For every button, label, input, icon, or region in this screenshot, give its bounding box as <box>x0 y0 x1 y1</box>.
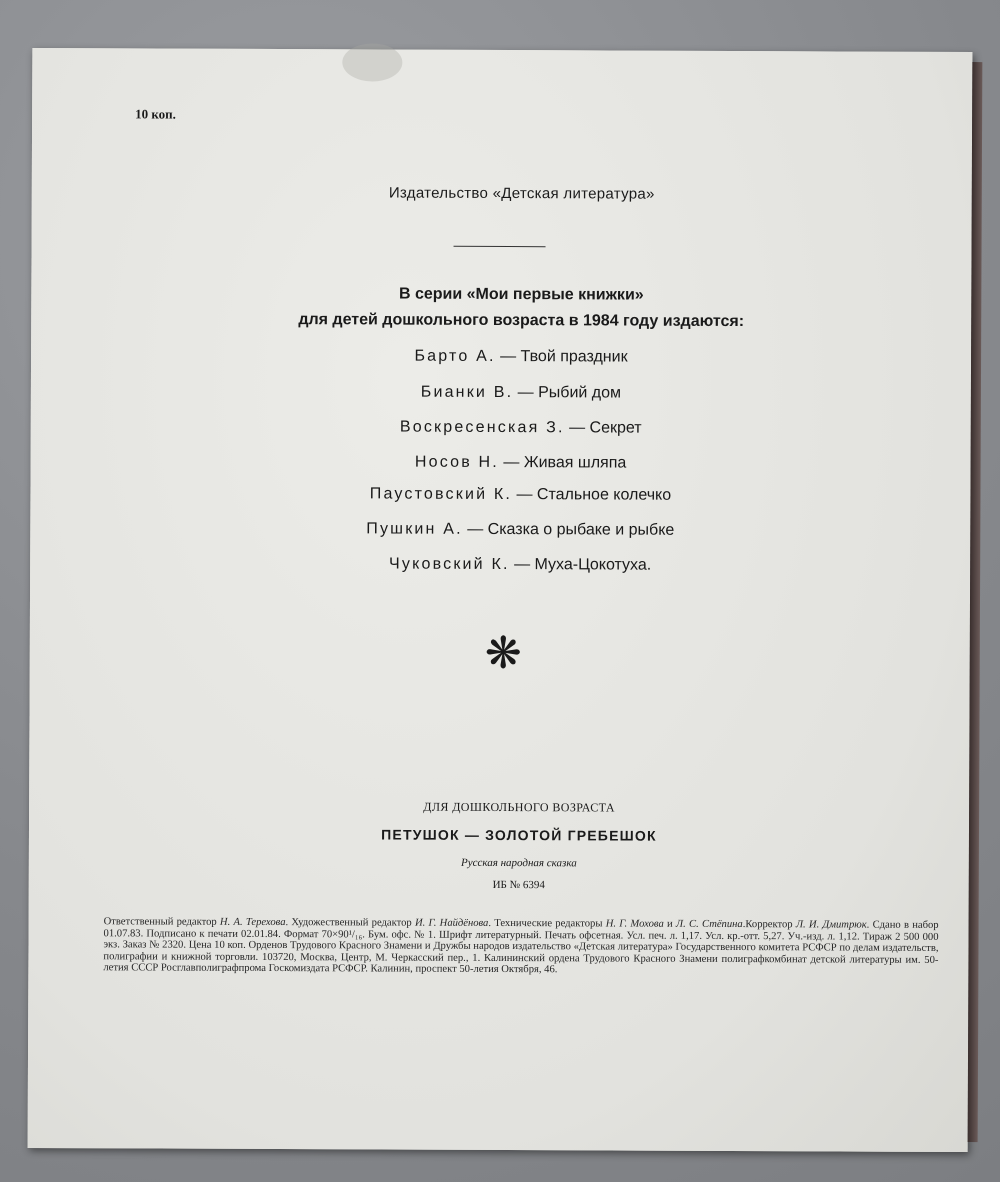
book-title: — Твой праздник <box>500 347 628 366</box>
book-list-item <box>31 452 971 474</box>
book-list-item <box>30 484 970 506</box>
price-label: 10 коп. <box>135 106 176 122</box>
tech-editor-name: Н. Г. Мохова <box>605 918 664 930</box>
series-announcement <box>31 280 971 336</box>
editor-name: Н. А. Терехова <box>219 916 286 929</box>
book-author: Носов Н. <box>414 453 499 471</box>
book-title: — Рыбий дом <box>517 384 622 402</box>
book-author: Пушкин А. <box>366 520 463 538</box>
book-author: Чуковский К. <box>389 555 510 574</box>
ib-number: ИБ № 6394 <box>492 878 545 892</box>
book-subtitle: Русская народная сказка <box>460 856 577 870</box>
credits-text: . Художественный редактор <box>285 917 416 929</box>
series-line-2: для детей дошкольного возраста в 1984 году издаются: <box>298 311 745 331</box>
credits-text: . Сдано в набор 01.07.83. Подписано к печати 02.01.84. Формат 70×90¹/₁₆. Бум. офс. № 1. Шрифт литературный. Печать офсетная. Усл. печ. л. 1,17. Усл. кр.-отт. 5,27. Уч.-изд. л. 1,12. Тираж 2 500 000 экз. Заказ № 2320. Цена 10 коп. Орденов Трудового Красного Знамени и Дружбы народов издательство «Детская литература» Государственного комитета РСФСР по делам издательств, полиграфии и книжной торговли. 103720, Москва, Центр, М. Черкасский пер., 1. Калининский ордена Трудового Красного Знамени полиграфкомбинат детской литературы им. 50-летия СССР Росглавполиграфпрома Госкомиздата РСФСР. Калинин, проспект 50-летия Октября, 46. <box>103 919 939 976</box>
book-list <box>31 346 971 574</box>
series-line-1: В серии «Мои первые книжки» <box>398 285 644 304</box>
art-editor-name: И. Г. Найдёнова <box>414 917 489 929</box>
book-list-item <box>31 382 971 404</box>
imprint-block <box>29 798 969 893</box>
book-author: Паустовский К. <box>369 485 513 504</box>
book-list-item <box>30 519 970 541</box>
book-list-item <box>31 417 971 439</box>
age-group-label: ДЛЯ ДОШКОЛЬНОГО ВОЗРАСТА <box>423 799 615 815</box>
book-title: — Стальное колечко <box>516 486 672 504</box>
book-title: — Муха-Цокотуха. <box>514 556 652 574</box>
book-list-item <box>30 554 970 576</box>
publisher-name: Издательство «Детская литература» <box>388 184 655 203</box>
credits-text: . Технические редакторы <box>488 917 606 930</box>
paper-stain <box>342 43 402 81</box>
publication-credits <box>103 916 938 978</box>
book-list-item <box>31 346 971 368</box>
divider-rule <box>454 246 546 247</box>
book-title: — Сказка о рыбаке и рыбке <box>467 520 675 539</box>
cover-edge <box>968 62 983 1142</box>
proofreader-name: Л. И. Дмитрюк <box>795 919 867 931</box>
book-back-cover <box>28 48 973 1152</box>
credits-text: .Корректор <box>742 919 796 931</box>
book-title: — Живая шляпа <box>503 454 627 472</box>
book-author: Бианки В. <box>420 383 514 402</box>
credits-text: и <box>663 918 676 930</box>
book-author: Воскресенская З. <box>399 418 565 437</box>
credits-text: Ответственный редактор <box>103 916 220 928</box>
book-title-heading: ПЕТУШОК — ЗОЛОТОЙ ГРЕБЕШОК <box>381 826 657 844</box>
book-author: Барто А. <box>414 347 496 365</box>
asterisk-ornament-icon: ❋ <box>484 627 522 680</box>
book-title: — Секрет <box>569 419 642 437</box>
tech-editor-name: Л. С. Стёпина <box>675 918 743 931</box>
